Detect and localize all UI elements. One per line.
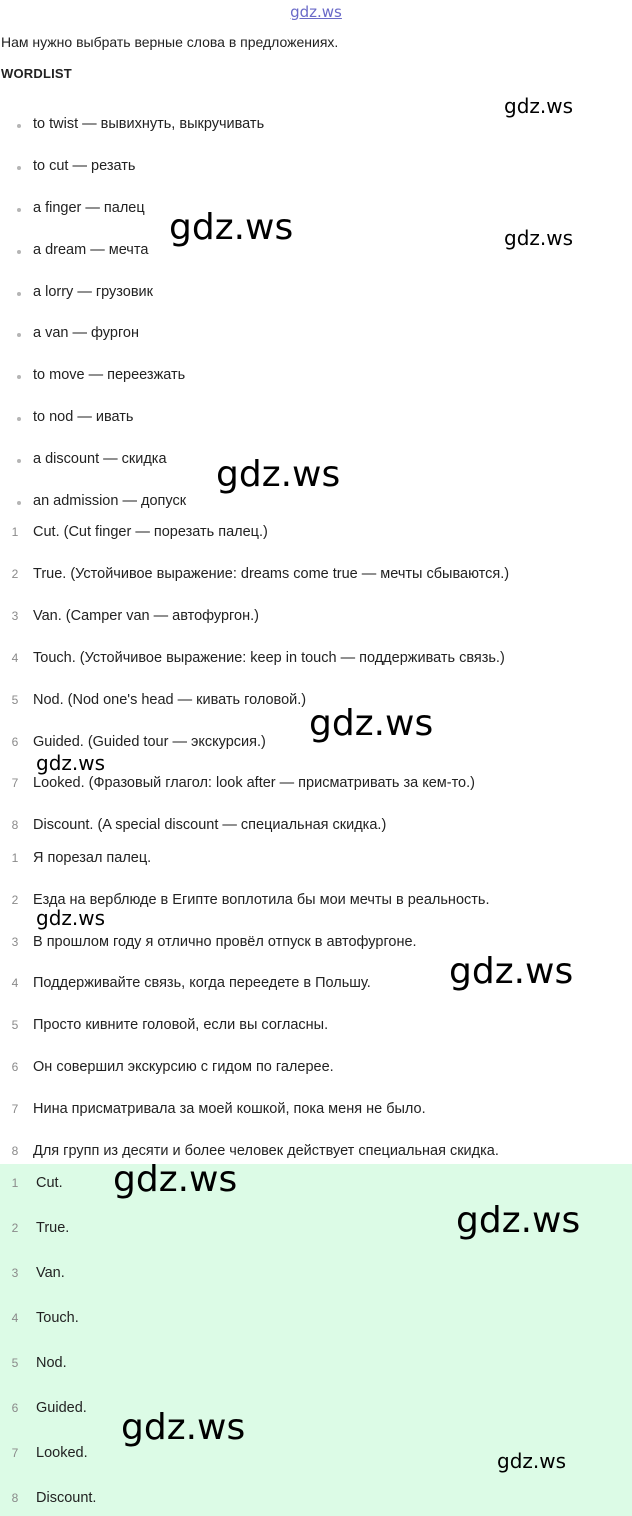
watermark: gdz.ws [504, 226, 574, 250]
bullet-dot-icon [17, 501, 21, 505]
watermark: gdz.ws [169, 207, 294, 248]
bullet-dot-icon [17, 417, 21, 421]
watermark: gdz.ws [504, 94, 574, 118]
bullet-dot-icon [17, 459, 21, 463]
watermark: gdz.ws [456, 1200, 581, 1241]
wordlist-title: WORDLIST [1, 66, 72, 81]
watermark: gdz.ws [497, 1449, 567, 1473]
bullet-dot-icon [17, 333, 21, 337]
bullet-dot-icon [17, 208, 21, 212]
bullet-dot-icon [17, 250, 21, 254]
bullet-dot-icon [17, 166, 21, 170]
watermark: gdz.ws [216, 454, 341, 495]
watermark: gdz.ws [36, 751, 106, 775]
watermark: gdz.ws [113, 1159, 238, 1200]
bullet-dot-icon [17, 375, 21, 379]
answers-panel: 1 Cut. 2 True. 3 Van. 4 Touch. 5 Nod. 6 Guided. 7 Looked. 8 Discount. [0, 1164, 632, 1516]
watermark: gdz.ws [449, 951, 574, 992]
bullet-dot-icon [17, 292, 21, 296]
top-watermark-link[interactable]: gdz.ws [290, 3, 342, 21]
bullet-dot-icon [17, 124, 21, 128]
watermark: gdz.ws [121, 1407, 246, 1448]
intro-text: Нам нужно выбрать верные слова в предложениях. [1, 34, 339, 50]
watermark: gdz.ws [309, 703, 434, 744]
watermark: gdz.ws [36, 906, 106, 930]
